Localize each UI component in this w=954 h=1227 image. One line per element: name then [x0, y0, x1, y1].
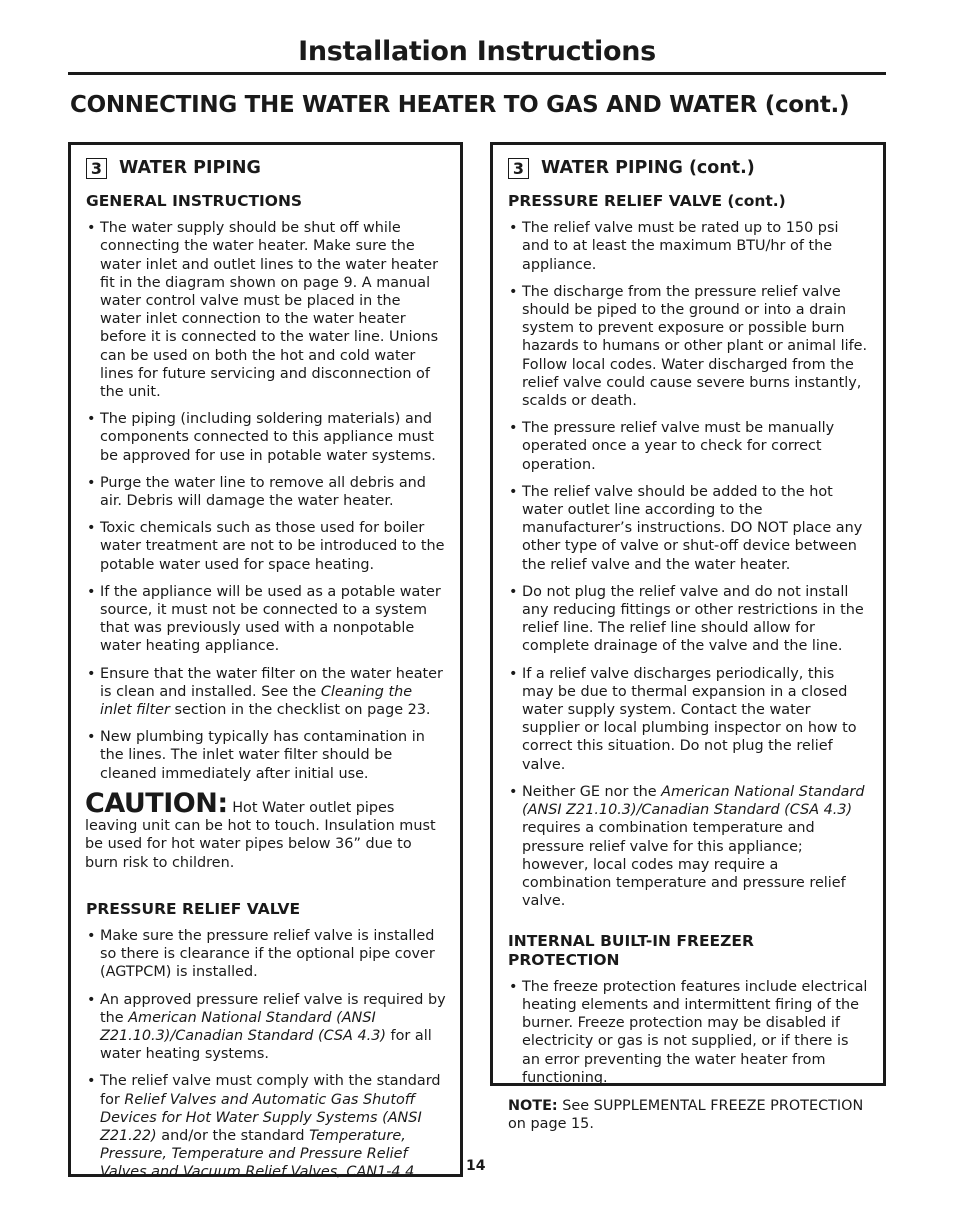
list-item-text: Ensure that the water filter on the water heater is clean and installed. See the	[100, 665, 443, 700]
note-text: See SUPPLEMENTAL FREEZE PROTECTION on page 15.	[508, 1097, 864, 1133]
list-item-text: The relief valve must comply with the standard for	[100, 1073, 441, 1108]
list-item: • The freeze protection features include electrical heating elements and intermittent firing of the burner. Freeze protection may be disabled if electricity or gas is not supplied, or if there is an error preventing the water heater from functioning.	[507, 978, 869, 1087]
list-item-text: requires a combination temperature and pressure relief valve for this appliance; however, local codes may require a combination temperature and pressure relief valve.	[522, 820, 846, 910]
right-heading-text: WATER PIPING (cont.)	[541, 158, 755, 178]
pressure-relief-list	[85, 927, 446, 1182]
list-item-emphasis: Relief Valves and Automatic Gas Shutoff Devices for Hot Water Supply Systems (ANSI Z21.22)	[100, 1091, 422, 1144]
list-item	[85, 665, 446, 720]
pressure-relief-heading: PRESSURE RELIEF VALVE	[86, 899, 301, 918]
caution-text: Hot Water outlet pipes leaving unit can be hot to touch. Insulation must be used for hot water pipes below 36” due to burn risk to children.	[85, 799, 436, 871]
pressure-relief-cont-heading: PRESSURE RELIEF VALVE (cont.)	[508, 192, 786, 210]
list-item: • The water supply should be shut off while connecting the water heater. Make sure the water inlet and outlet lines to the water heater fit in the diagram shown on page 9. A manual water control valve must be placed in the water inlet connection to the water heater before it is connected to the water line. Unions can be used on both the hot and cold water lines for future servicing and disconnection of the unit.	[85, 219, 446, 401]
list-item-text: section in the checklist on page 23.	[169, 702, 431, 719]
list-item-text: An approved pressure relief valve is required by the	[100, 991, 446, 1026]
right-box-heading	[508, 157, 869, 179]
list-item-text: .	[414, 1164, 419, 1181]
list-item: • The relief valve must be rated up to 150 psi and to at least the maximum BTU/hr of the appliance.	[507, 219, 869, 274]
note-label: NOTE:	[508, 1097, 558, 1114]
list-item: • Purge the water line to remove all debris and air. Debris will damage the water heater.	[85, 474, 446, 510]
list-item: • If the appliance will be used as a potable water source, it must not be connected to a system that was previously used with a nonpotable water heating appliance.	[85, 583, 446, 656]
right-column-box	[490, 142, 886, 1133]
list-item-emphasis: Cleaning the inlet filter	[100, 683, 413, 719]
step-number-badge: 3	[508, 158, 529, 179]
list-item: • The pressure relief valve must be manually operated once a year to check for correct operation.	[507, 419, 869, 474]
list-item: • The relief valve should be added to the hot water outlet line according to the manufacturer’s instructions. DO NOT place any other type of valve or shut-off device between the relief valve and the water heater.	[507, 483, 869, 574]
page-number: 14	[466, 1158, 486, 1174]
list-item	[507, 783, 869, 910]
list-item: • If a relief valve discharges periodically, this may be due to thermal expansion in a closed water supply system. Contact the water supplier or local plumbing inspector on how to correct this situation. Do not plug the relief valve.	[507, 665, 869, 774]
left-heading-text: WATER PIPING	[119, 158, 261, 178]
list-item: • Toxic chemicals such as those used for boiler water treatment are not to be introduced to the potable water used for space heating.	[85, 519, 446, 574]
left-box-heading	[86, 157, 446, 179]
caution-label: CAUTION:	[85, 787, 228, 819]
list-item-emphasis: American National Standard (ANSI Z21.10.3)/Canadian Standard (CSA 4.3)	[522, 783, 865, 819]
list-item-emphasis: American National Standard (ANSI Z21.10.3)/Canadian Standard (CSA 4.3)	[100, 1009, 386, 1044]
list-item-text: and/or the standard	[156, 1127, 310, 1144]
general-instructions-list	[85, 219, 446, 783]
freeze-protection-list	[507, 978, 869, 1087]
list-item-emphasis: Temperature, Pressure, Temperature and Pressure Relief Valves and Vacuum Relief Valves, CAN1-4.4	[100, 1127, 415, 1181]
page-header-title: Installation Instructions	[298, 36, 656, 67]
note-block	[508, 1097, 869, 1133]
freeze-protection-heading: INTERNAL BUILT-IN FREEZER PROTECTION	[508, 932, 754, 969]
step-number-badge: 3	[86, 158, 107, 179]
header-rule	[68, 72, 886, 75]
list-item	[85, 991, 446, 1064]
list-item	[85, 1072, 446, 1181]
section-title: CONNECTING THE WATER HEATER TO GAS AND WATER (cont.)	[70, 92, 850, 118]
list-item: • The piping (including soldering materials) and components connected to this appliance must be approved for use in potable water systems.	[85, 410, 446, 465]
list-item: • New plumbing typically has contamination in the lines. The inlet water filter should be cleaned immediately after initial use.	[85, 728, 446, 783]
caution-block	[85, 787, 446, 872]
pressure-relief-cont-list	[507, 219, 869, 910]
left-column-box	[68, 142, 463, 1181]
general-instructions-heading: GENERAL INSTRUCTIONS	[86, 192, 303, 210]
list-item-text: for all water heating systems.	[100, 1027, 432, 1063]
list-item: • Do not plug the relief valve and do not install any reducing fittings or other restrictions in the relief line. The relief line should allow for complete drainage of the valve and the line.	[507, 583, 869, 656]
list-item-text: Neither GE nor the	[522, 783, 662, 800]
list-item: • Make sure the pressure relief valve is installed so there is clearance if the optional pipe cover (AGTPCM) is installed.	[85, 927, 446, 982]
list-item: • The discharge from the pressure relief valve should be piped to the ground or into a drain system to prevent exposure or possible burn hazards to humans or other plant or animal life. Follow local codes. Water discharged from the relief valve could cause severe burns instantly, scalds or death.	[507, 283, 869, 410]
